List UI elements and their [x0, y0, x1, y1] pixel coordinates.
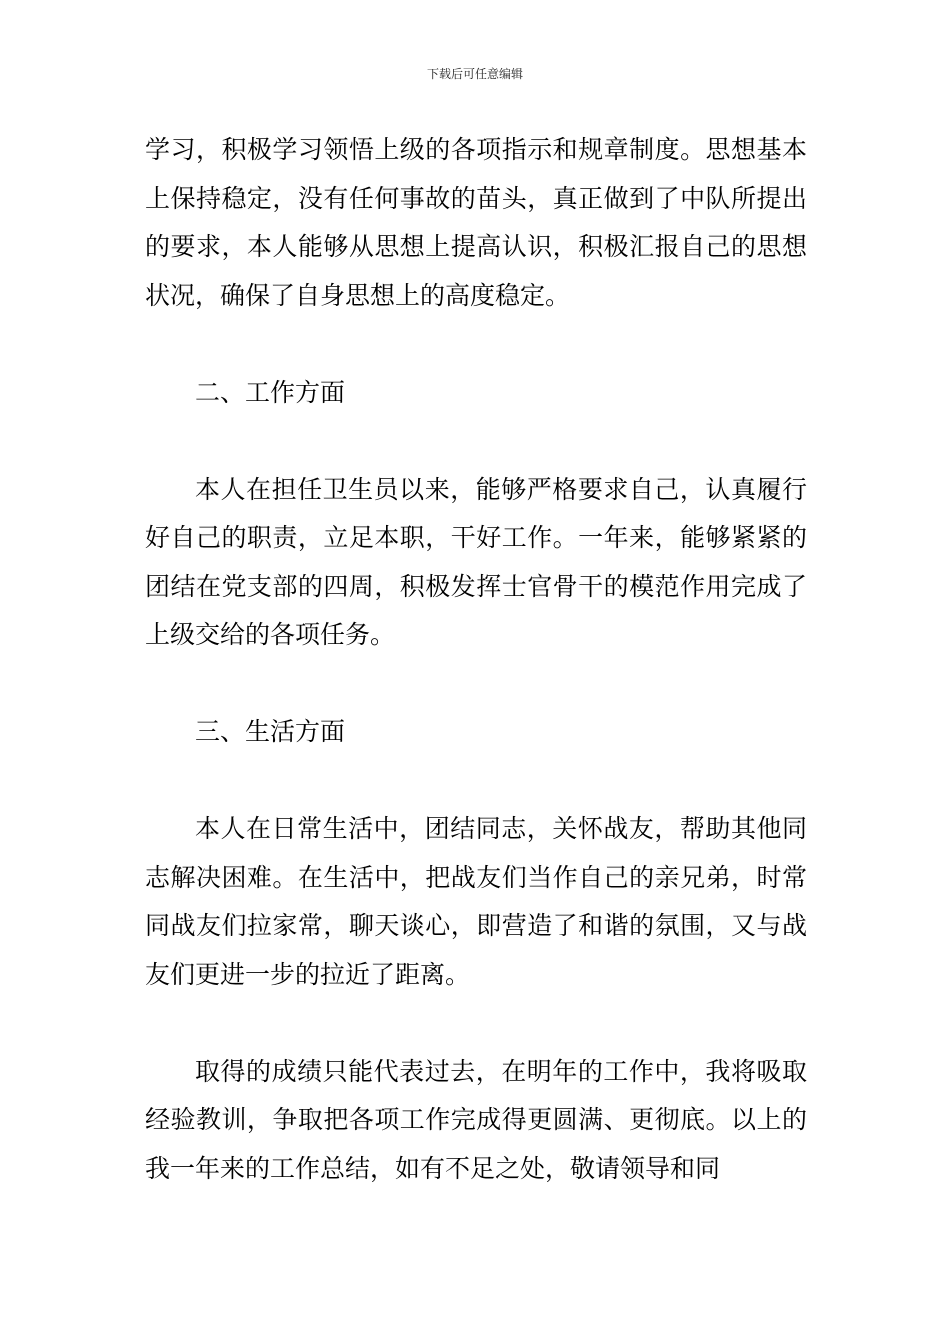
paragraph-life: 本人在日常生活中，团结同志，关怀战友，帮助其他同志解决困难。在生活中，把战友们当作自己的亲兄弟，时常同战友们拉家常，聊天谈心，即营造了和谐的氛围，又与战友们更进一步的拉近了距离。	[145, 814, 807, 989]
section-heading-work: 二、工作方面	[195, 377, 346, 407]
paragraph-gap	[145, 320, 807, 369]
paragraph-summary: 取得的成绩只能代表过去，在明年的工作中，我将吸取经验教训，争取把各项工作完成得更圆满、更彻底。以上的我一年来的工作总结，如有不足之处，敬请领导和同	[145, 1056, 807, 1183]
page-header: 下载后可任意编辑	[426, 67, 523, 81]
document-body	[145, 126, 807, 1193]
paragraph-gap	[145, 999, 807, 1048]
paragraph-gap	[145, 757, 807, 806]
paragraph-gap	[145, 417, 807, 466]
paragraph-work: 本人在担任卫生员以来，能够严格要求自己，认真履行好自己的职责，立足本职，干好工作。一年来，能够紧紧的团结在党支部的四周，积极发挥士官骨干的模范作用完成了上级交给的各项任务。	[145, 474, 807, 649]
paragraph-gap	[145, 660, 807, 709]
paragraph-thought-continued: 学习，积极学习领悟上级的各项指示和规章制度。思想基本上保持稳定，没有任何事故的苗头，真正做到了中队所提出的要求，本人能够从思想上提高认识，积极汇报自己的思想状况，确保了自身思想上的高度稳定。	[145, 135, 807, 310]
section-heading-life: 三、生活方面	[195, 717, 346, 746]
